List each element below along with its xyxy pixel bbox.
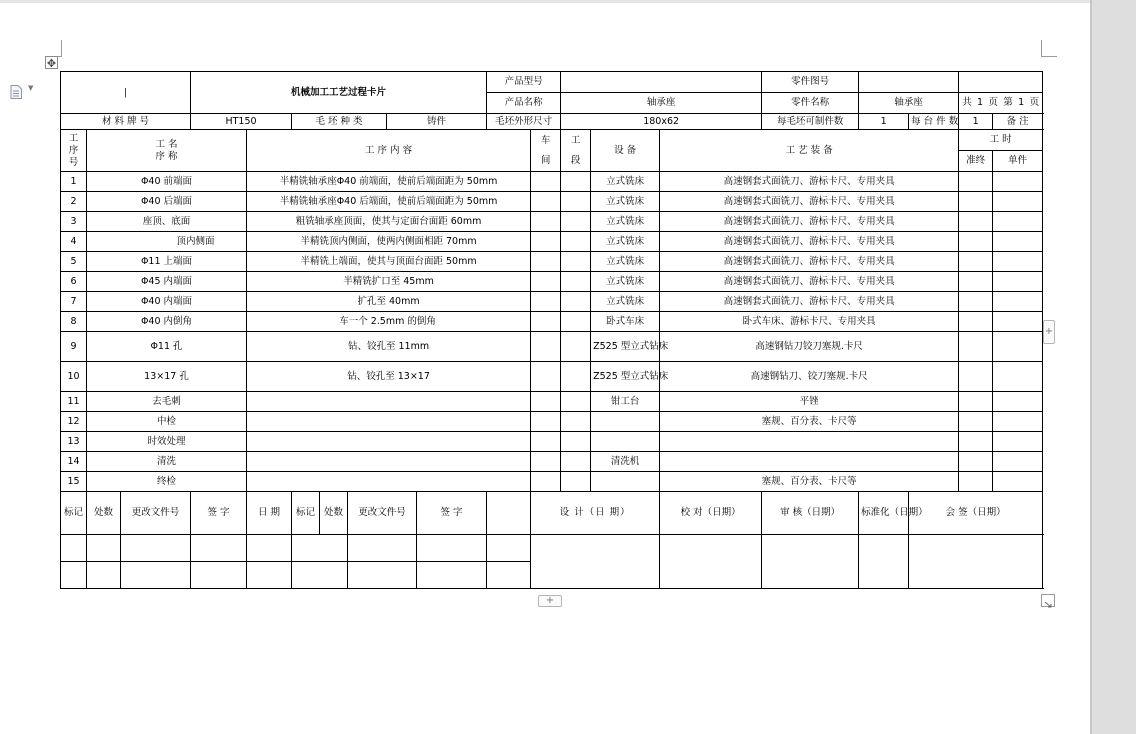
step-tooling[interactable]: 卧式车床、游标卡尺、专用夹具 [660, 312, 959, 332]
step-no[interactable]: 15 [61, 472, 87, 492]
step-tooling[interactable]: 塞规、百分表、卡尺等 [660, 412, 959, 432]
col-content-header: 工 序 内 容 [247, 130, 531, 172]
step-equipment[interactable]: 立式铣床 [591, 272, 660, 292]
step-workshop[interactable] [531, 232, 561, 252]
section-char-2: 段 [570, 154, 581, 166]
step-name[interactable]: Φ40 前端面 [87, 172, 247, 192]
step-unit-time[interactable] [993, 192, 1043, 212]
step-prep-time[interactable] [959, 362, 993, 392]
table-row [61, 272, 1043, 292]
step-name[interactable]: 13×17 孔 [87, 362, 247, 392]
review-sign-cell[interactable] [762, 535, 859, 589]
step-content[interactable]: 半精铣上端面，使其与顶面台面距 50mm [247, 252, 531, 272]
material-grade-label: 材 料 牌 号 [61, 114, 191, 130]
step-no-char-2: 序 [68, 144, 79, 156]
step-tooling[interactable]: 平锉 [660, 392, 959, 412]
step-section[interactable] [561, 412, 591, 432]
part-drawing-no-label: 零件图号 [762, 72, 859, 93]
step-workshop[interactable] [531, 212, 561, 232]
step-prep-time[interactable] [959, 392, 993, 412]
step-prep-time[interactable] [959, 272, 993, 292]
step-equipment[interactable]: 立式铣床 [591, 292, 660, 312]
step-no[interactable]: 2 [61, 192, 87, 212]
step-content[interactable] [247, 412, 531, 432]
table-move-handle-icon[interactable]: ✥ [46, 57, 57, 70]
step-section[interactable] [561, 452, 591, 472]
step-content[interactable]: 车一个 2.5mm 的倒角 [247, 312, 531, 332]
footer-date-label: 日 期 [247, 492, 292, 535]
step-no[interactable]: 14 [61, 452, 87, 472]
step-prep-time[interactable] [959, 212, 993, 232]
step-prep-time[interactable] [959, 172, 993, 192]
step-tooling[interactable]: 高速钢套式面铣刀、游标卡尺、专用夹具 [660, 252, 959, 272]
col-tooling-header: 工 艺 装 备 [660, 130, 959, 172]
footer-sign2-label: 签 字 [417, 492, 487, 535]
table-row [61, 312, 1043, 332]
step-workshop[interactable] [531, 172, 561, 192]
step-name[interactable]: 中检 [87, 412, 247, 432]
part-name-value[interactable]: 轴承座 [859, 93, 959, 114]
col-unit-time-header: 单件 [993, 151, 1043, 172]
footer-change-doc2-label: 更改文件号 [348, 492, 417, 535]
step-content[interactable]: 粗铣轴承座顶面，使其与定面台面距 60mm [247, 212, 531, 232]
step-name[interactable]: Φ11 上端面 [87, 252, 247, 272]
signoff-cell[interactable] [487, 562, 531, 589]
step-prep-time[interactable] [959, 312, 993, 332]
step-workshop[interactable] [531, 362, 561, 392]
signoff-cell[interactable] [191, 562, 247, 589]
remark-label: 备 注 [993, 114, 1043, 130]
step-name-line-2: 序 称 [155, 150, 178, 162]
workshop-char-1: 车 [540, 134, 551, 146]
right-gray-margin [1092, 0, 1136, 734]
step-unit-time[interactable] [993, 292, 1043, 312]
countersign-sign-cell[interactable] [909, 535, 1043, 589]
col-step-no-header [61, 130, 87, 172]
step-content[interactable]: 半精铣扩口至 45mm [247, 272, 531, 292]
step-section[interactable] [561, 362, 591, 392]
signoff-cell[interactable] [417, 535, 487, 562]
step-section[interactable] [561, 392, 591, 412]
step-prep-time[interactable] [959, 472, 993, 492]
step-no[interactable]: 5 [61, 252, 87, 272]
step-no[interactable]: 4 [61, 232, 87, 252]
per-unit-value[interactable]: 1 [959, 114, 993, 130]
table-row [61, 172, 1043, 192]
step-content[interactable] [247, 392, 531, 412]
step-tooling[interactable]: 高速钢套式面铣刀、游标卡尺、专用夹具 [660, 172, 959, 192]
footer-countersign-label: 会 签（日期） [909, 492, 1043, 535]
step-tooling[interactable] [660, 452, 959, 472]
table-row [61, 332, 1043, 362]
footer-change-doc-label: 更改文件号 [121, 492, 191, 535]
footer-mark2-label: 标记 [292, 492, 320, 534]
step-workshop[interactable] [531, 332, 561, 362]
step-unit-time[interactable] [993, 412, 1043, 432]
blank-type-label: 毛 坯 种 类 [292, 114, 387, 130]
step-section[interactable] [561, 212, 591, 232]
signoff-cell[interactable] [61, 562, 87, 589]
total-pages[interactable]: 1 [977, 97, 984, 108]
step-section[interactable] [561, 192, 591, 212]
product-name-label: 产品名称 [487, 93, 561, 114]
table-row [61, 452, 1043, 472]
step-name[interactable]: 去毛刺 [87, 392, 247, 412]
step-no[interactable]: 1 [61, 172, 87, 192]
top-gray-strip [0, 0, 1092, 3]
table-row [61, 252, 1043, 272]
step-prep-time[interactable] [959, 292, 993, 312]
footer-count-label: 处数 [87, 492, 121, 535]
step-no-char-1: 工 [68, 132, 79, 144]
step-tooling[interactable]: 高速钢套式面铣刀、游标卡尺、专用夹具 [660, 292, 959, 312]
crop-mark-top-left [48, 40, 62, 57]
signoff-cell[interactable] [247, 562, 292, 589]
step-name[interactable]: Φ40 后端面 [87, 192, 247, 212]
step-unit-time[interactable] [993, 452, 1043, 472]
step-no[interactable]: 8 [61, 312, 87, 332]
step-unit-time[interactable] [993, 312, 1043, 332]
step-name[interactable]: Φ40 内端面 [87, 292, 247, 312]
col-step-name-header [87, 130, 247, 172]
step-equipment[interactable]: 卧式车床 [591, 312, 660, 332]
step-workshop[interactable] [531, 192, 561, 212]
signoff-cell[interactable] [121, 562, 191, 589]
table-row [61, 192, 1043, 212]
step-equipment[interactable] [591, 412, 660, 432]
step-section[interactable] [561, 472, 591, 492]
step-workshop[interactable] [531, 392, 561, 412]
step-no-char-3: 号 [68, 156, 79, 168]
step-name[interactable]: 座顶、底面 [87, 212, 247, 232]
step-equipment[interactable]: Z525 型立式钻床 [591, 362, 660, 392]
signoff-cell[interactable] [121, 535, 191, 562]
page-counter [959, 93, 1043, 114]
page-edge-shadow [1090, 0, 1092, 734]
step-equipment[interactable]: Z525 型立式钻床 [591, 332, 660, 362]
step-content[interactable]: 半精铣顶内侧面，使两内侧面相距 70mm [247, 232, 531, 252]
step-tooling[interactable]: 高速钢套式面铣刀、游标卡尺、专用夹具 [660, 272, 959, 292]
step-workshop[interactable] [531, 472, 561, 492]
footer-blank-cell[interactable] [487, 492, 531, 535]
table-row [61, 212, 1043, 232]
step-equipment[interactable] [591, 432, 660, 452]
page-label: 第 [1003, 97, 1013, 108]
step-equipment[interactable]: 立式铣床 [591, 192, 660, 212]
step-prep-time[interactable] [959, 232, 993, 252]
step-no[interactable]: 11 [61, 392, 87, 412]
step-no[interactable]: 10 [61, 362, 87, 392]
step-no[interactable]: 6 [61, 272, 87, 292]
step-unit-time[interactable] [993, 432, 1043, 452]
signoff-cell[interactable] [487, 535, 531, 562]
step-no[interactable]: 12 [61, 412, 87, 432]
per-blank-label: 每毛坯可制件数 [762, 114, 859, 130]
step-prep-time[interactable] [959, 412, 993, 432]
add-column-button[interactable]: + [1043, 320, 1055, 344]
signoff-cell[interactable] [191, 535, 247, 562]
step-content[interactable]: 半精铣轴承座Φ40 前端面，使前后端面距为 50mm [247, 172, 531, 192]
table-row [61, 232, 1043, 252]
step-name[interactable]: Φ40 内倒角 [87, 312, 247, 332]
step-equipment[interactable]: 立式铣床 [591, 252, 660, 272]
step-content[interactable] [247, 452, 531, 472]
blank-size-value[interactable]: 180x62 [561, 114, 762, 130]
step-section[interactable] [561, 232, 591, 252]
step-content[interactable]: 半精铣轴承座Φ40 后端面，使前后端面距为 50mm [247, 192, 531, 212]
col-workshop-header [531, 130, 561, 172]
step-content[interactable]: 钻、铰孔至 11mm [247, 332, 531, 362]
step-section[interactable] [561, 172, 591, 192]
step-workshop[interactable] [531, 312, 561, 332]
step-name[interactable]: Φ11 孔 [87, 332, 247, 362]
step-tooling[interactable]: 高速钢钻刀铰刀塞规.卡尺 [660, 332, 959, 362]
product-model-value[interactable] [561, 72, 762, 93]
total-label: 共 [962, 97, 972, 108]
step-content[interactable] [247, 432, 531, 452]
table-row [61, 472, 1043, 492]
standard-sign-cell[interactable] [859, 535, 909, 589]
part-drawing-no-value[interactable] [859, 72, 959, 93]
signoff-cell[interactable] [87, 535, 121, 562]
signoff-cell[interactable] [61, 535, 87, 562]
step-equipment[interactable]: 清洗机 [591, 452, 660, 472]
step-name[interactable]: 清洗 [87, 452, 247, 472]
step-tooling[interactable]: 塞规、百分表、卡尺等 [660, 472, 959, 492]
signoff-cell[interactable] [87, 562, 121, 589]
product-model-label: 产品型号 [487, 72, 561, 93]
document-nav-caret-icon[interactable]: ▼ [28, 84, 34, 92]
step-section[interactable] [561, 432, 591, 452]
step-tooling[interactable]: 高速钢钻刀、铰刀塞规.卡尺 [660, 362, 959, 392]
step-workshop[interactable] [531, 252, 561, 272]
per-blank-value[interactable]: 1 [859, 114, 909, 130]
col-equipment-header: 设 备 [591, 130, 660, 172]
step-no[interactable]: 13 [61, 432, 87, 452]
card-logo-mark: | [61, 72, 191, 114]
signoff-header-row [61, 492, 1043, 535]
blank-size-label: 毛坯外形尺寸 [487, 114, 561, 130]
footer-design-label: 设 计（日 期） [531, 492, 660, 535]
step-workshop[interactable] [531, 432, 561, 452]
step-section[interactable] [561, 252, 591, 272]
step-tooling[interactable]: 高速钢套式面铣刀、游标卡尺、专用夹具 [660, 212, 959, 232]
step-equipment[interactable]: 立式铣床 [591, 232, 660, 252]
step-equipment[interactable]: 立式铣床 [591, 212, 660, 232]
signoff-row [61, 535, 1043, 562]
step-name[interactable]: 时效处理 [87, 432, 247, 452]
step-unit-time[interactable] [993, 212, 1043, 232]
blank-type-value[interactable]: 铸件 [387, 114, 487, 130]
signoff-cell[interactable] [348, 562, 417, 589]
table-row [61, 292, 1043, 312]
page-unit: 页 [988, 97, 998, 108]
step-prep-time[interactable] [959, 192, 993, 212]
section-char-1: 工 [570, 134, 581, 146]
step-content[interactable]: 钻、铰孔至 13×17 [247, 362, 531, 392]
footer-mark2-count2 [292, 492, 348, 535]
document-nav-icon[interactable] [10, 84, 22, 98]
step-no[interactable]: 3 [61, 212, 87, 232]
col-section-header [561, 130, 591, 172]
step-section[interactable] [561, 292, 591, 312]
step-workshop[interactable] [531, 412, 561, 432]
step-tooling[interactable] [660, 432, 959, 452]
table-row [61, 432, 1043, 452]
step-name[interactable]: 顶内侧面 [87, 232, 247, 252]
step-unit-time[interactable] [993, 252, 1043, 272]
step-tooling[interactable]: 高速钢套式面铣刀、游标卡尺、专用夹具 [660, 232, 959, 252]
step-prep-time[interactable] [959, 452, 993, 472]
table-resize-handle-icon[interactable] [1041, 594, 1055, 607]
add-row-button[interactable]: + [538, 595, 562, 607]
footer-standard-label: 标准化（日期） [859, 492, 909, 535]
col-prep-time-header: 准终 [959, 151, 993, 172]
design-sign-cell[interactable] [531, 535, 660, 589]
step-unit-time[interactable] [993, 392, 1043, 412]
product-name-value[interactable]: 轴承座 [561, 93, 762, 114]
step-name[interactable]: 终检 [87, 472, 247, 492]
footer-check-label: 校 对（日期） [660, 492, 762, 535]
workshop-char-2: 间 [540, 154, 551, 166]
step-unit-time[interactable] [993, 172, 1043, 192]
signoff-cell[interactable] [247, 535, 292, 562]
step-prep-time[interactable] [959, 332, 993, 362]
footer-mark-label: 标记 [61, 492, 87, 535]
step-content[interactable]: 扩孔至 40mm [247, 292, 531, 312]
per-unit-label: 每 台 件 数 [909, 114, 959, 130]
crop-mark-top-right [1041, 40, 1057, 57]
footer-review-label: 审 核（日期） [762, 492, 859, 535]
page-no[interactable]: 1 [1018, 97, 1025, 108]
signoff-cell[interactable] [348, 535, 417, 562]
check-sign-cell[interactable] [660, 535, 762, 589]
footer-count2-label: 处数 [324, 507, 344, 518]
step-no[interactable]: 7 [61, 292, 87, 312]
step-workshop[interactable] [531, 272, 561, 292]
step-no[interactable]: 9 [61, 332, 87, 362]
step-unit-time[interactable] [993, 272, 1043, 292]
step-workshop[interactable] [531, 292, 561, 312]
material-grade-value[interactable]: HT150 [191, 114, 292, 130]
page-unit-2: 页 [1029, 97, 1040, 108]
part-name-label: 零件名称 [762, 93, 859, 114]
table-row [61, 412, 1043, 432]
signoff-cell[interactable] [417, 562, 487, 589]
step-unit-time[interactable] [993, 332, 1043, 362]
footer-sign-label: 签 字 [191, 492, 247, 535]
step-equipment[interactable]: 立式铣床 [591, 172, 660, 192]
step-unit-time[interactable] [993, 472, 1043, 492]
card-title: 机械加工工艺过程卡片 [191, 72, 487, 114]
col-hours-header: 工 时 [959, 130, 1043, 151]
step-workshop[interactable] [531, 452, 561, 472]
signoff-cell[interactable] [292, 535, 348, 562]
step-name[interactable]: Φ45 内端面 [87, 272, 247, 292]
table-row [61, 392, 1043, 412]
signoff-cell[interactable] [292, 562, 348, 589]
step-section[interactable] [561, 312, 591, 332]
blank-header-cell[interactable] [959, 72, 1043, 93]
step-section[interactable] [561, 332, 591, 362]
step-unit-time[interactable] [993, 362, 1043, 392]
step-name-line-1: 工 名 [155, 138, 178, 150]
step-prep-time[interactable] [959, 252, 993, 272]
process-card-table [60, 71, 1043, 589]
step-equipment[interactable] [591, 472, 660, 492]
table-row [61, 362, 1043, 392]
step-content[interactable] [247, 472, 531, 492]
step-section[interactable] [561, 272, 591, 292]
step-tooling[interactable]: 高速钢套式面铣刀、游标卡尺、专用夹具 [660, 192, 959, 212]
step-equipment[interactable]: 钳工台 [591, 392, 660, 412]
step-unit-time[interactable] [993, 232, 1043, 252]
step-prep-time[interactable] [959, 432, 993, 452]
